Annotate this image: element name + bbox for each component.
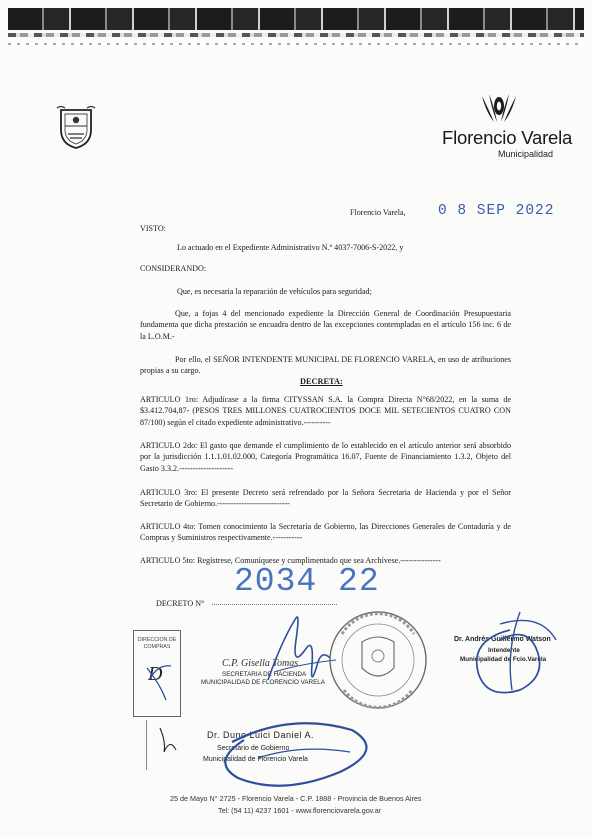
gobierno-signer-title: Secretario de Gobierno <box>217 745 290 752</box>
considerando-heading: CONSIDERANDO: <box>140 264 207 273</box>
article-paragraph: ARTICULO 3ro: El presente Decreto será refrendado por la Señora Secretaria de Hacienda y por el Señor Secretario de Gobierno.--------------------------- <box>140 488 511 509</box>
decree-number-stamp: 2034 22 <box>234 563 380 600</box>
gobierno-signer-org: Municipalidad de Florencio Varela <box>203 756 308 763</box>
compras-stamp-box <box>133 630 181 717</box>
organization-title: Florencio Varela <box>442 127 573 148</box>
scan-artifact-strip <box>8 8 584 30</box>
considerando-paragraph: Que, es necesaria la reparación de vehículos para seguridad; <box>177 287 372 296</box>
municipality-logo-icon <box>478 92 520 126</box>
decree-number-label: DECRETO N° <box>156 599 205 608</box>
intendente-signer-title: Intendente <box>488 647 520 654</box>
hacienda-signer-name: C.P. Gisella Tomas <box>222 658 299 669</box>
scan-artifact-strip <box>8 43 584 45</box>
coat-of-arms-icon <box>55 104 97 150</box>
date-place: Florencio Varela, <box>350 208 406 217</box>
margin-rule <box>146 720 180 770</box>
decreta-heading: DECRETA: <box>300 377 343 386</box>
hacienda-signer-org: MUNICIPALIDAD DE FLORENCIO VARELA <box>201 679 325 686</box>
gobierno-signer-name: Dr. Duno Luici Daniel A. <box>207 730 315 740</box>
visto-heading: VISTO: <box>140 224 166 233</box>
intendente-signer-org: Municipalidad de Fcio.Varela <box>460 656 547 663</box>
official-seal-icon <box>330 612 426 708</box>
footer-contact: Tel: (54 11) 4237 1601 - www.florenciovarela.gov.ar <box>218 806 382 815</box>
article-paragraph: ARTICULO 2do: El gasto que demande el cumplimiento de lo establecido en el artículo anterior será absorbido por la jurisdicción 1.1.1.01.02.000, Categoría Programática 16.07, Fuente de Financiamiento 1.3.2, Objeto del Gasto 3.3.2.-------------------- <box>140 441 511 473</box>
scan-artifact-strip <box>8 33 584 37</box>
article-paragraph: ARTICULO 5to: Regístrese, Comuníquese y cumplimentado que sea Archívese.--------------- <box>140 556 441 565</box>
article-paragraph: ARTICULO 1ro: Adjudícase a la firma CITYSSAN S.A. la Compra Directa N°68/2022, en la suma de $3.412.704,87- (PESOS TRES MILLONES CUATROCIENTOS DOCE MIL SETECIENTOS CUATRO CON 87/100) según el citado expediente administrativo.---------- <box>140 395 511 427</box>
considerando-paragraph: Por ello, el SEÑOR INTENDENTE MUNICIPAL DE FLORENCIO VARELA, en uso de atribuciones propias a su cargo. <box>140 355 511 376</box>
compras-stamp-label: DIRECCION DE COMPRAS <box>137 637 177 650</box>
article-paragraph: ARTICULO 4to: Tomen conocimiento la Secretaría de Gobierno, las Direcciones Generales de Contaduría y de Compras y Suministros respectivamente.----------- <box>140 522 511 543</box>
hacienda-signer-title: SECRETARIA DE HACIENDA <box>222 671 307 678</box>
date-stamp: 0 8 SEP 2022 <box>438 203 555 219</box>
visto-text: Lo actuado en el Expediente Administrativo N.º 4037-7006-S-2022, y <box>177 243 404 252</box>
footer-address: 25 de Mayo N° 2725 - Florencio Varela - C.P. 1888 - Provincia de Buenos Aires <box>170 794 422 803</box>
organization-subtitle: Municipalidad <box>498 149 554 159</box>
considerando-paragraph: Que, a fojas 4 del mencionado expediente la Dirección General de Coordinación Presupuestaria fundamenta que dicha prestación se encuadra dentro de las excepciones contempladas en el artículo 156 inc. 6 de la L.O.M.- <box>140 309 511 341</box>
compras-initial: D <box>148 663 163 685</box>
intendente-signer-name: Dr. Andrés Guillermo Watson <box>454 636 551 643</box>
decree-number-line <box>212 604 337 605</box>
